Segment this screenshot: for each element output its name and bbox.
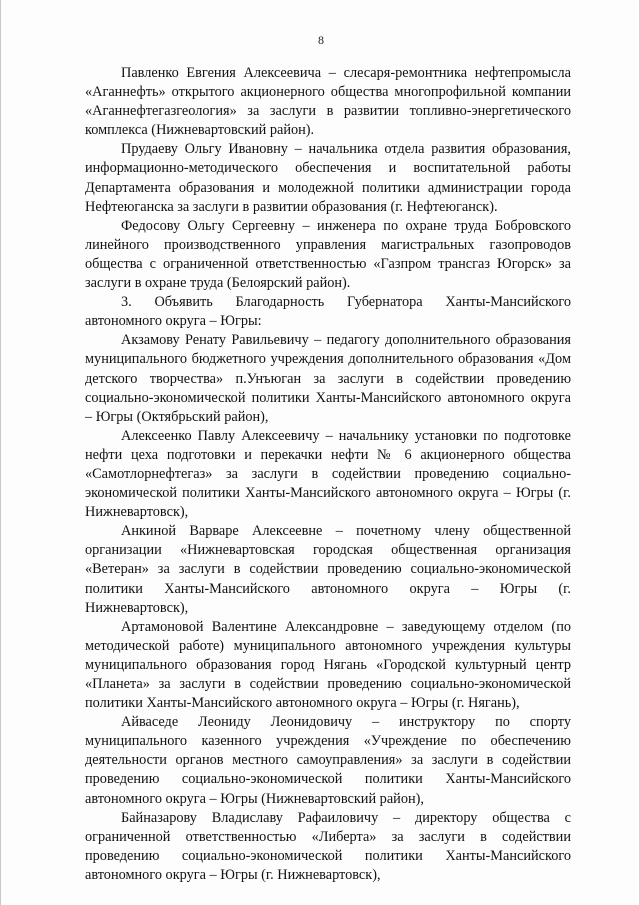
paragraph-prudaeva: Прудаеву Ольгу Ивановну – начальника отдела развития образования, информационно-методического обеспечения и воспитательной работы Департамента образования и молодежной политики администрации города Нефтеюганска за заслуги в развитии образования (г. Нефтеюганск). [85,141,571,215]
paragraph-fedosova: Федосову Ольгу Сергеевну – инженера по охране труда Бобровского линейного производственного управления магистральных газопроводов общества с ограниченной ответственностью «Газпром трансгаз Югорск» за заслуги в охране труда (Белоярский район). [85,217,571,292]
paragraph-alekseenko: Алексеенко Павлу Алексеевичу – начальнику установки по подготовке нефти цеха подготовки и перекачки нефти № 6 акционерного общества «Самотлорнефтегаз» за заслуги в содействии проведению социально-экономической политики Ханты-Мансийского автономного округа – Югры (г. Нижневартовск), [85,427,571,521]
paragraph-aivaseda: Айваседе Леониду Леонидовичу – инструктору по спорту муниципального казенного учреждения «Учреждение по обеспечению деятельности органов местного самоуправления» за заслуги в содействии проведению социально-экономической политики Ханты-Мансийского автономного округа – Югры (Нижневартовский район), [85,714,571,807]
document-body [85,64,571,885]
paragraph-ankina: Анкиной Варваре Алексеевне – почетному члену общественной организации «Нижневартовская городская общественная организация «Ветеран» за заслуги в содействии проведению социально-экономической политики Ханты-Мансийского автономного округа – Югры (г. Нижневартовск), [85,523,571,616]
page-number: 8 [318,33,324,47]
section-3-heading: 3. Объявить Благодарность Губернатора Ханты-Мансийского автономного округа – Югры: [85,294,571,330]
paragraph-bainazarov: Байназарову Владиславу Рафаиловичу – директору общества с ограниченной ответственностью «Либерта» за заслуги в содействии проведению социально-экономической политики Ханты-Мансийского автономного округа – Югры (г. Нижневартовск), [85,809,571,883]
paragraph-pavlenko: Павленко Евгения Алексеевича – слесаря-ремонтника нефтепромысла «Аганнефть» открытого акционерного общества многопрофильной компании «Аганнефтегазгеология» за заслуги в развитии топливно-энергетического комплекса (Нижневартовский район). [85,65,571,139]
paragraph-artamonova: Артамоновой Валентине Александровне – заведующему отделом (по методической работе) муниципального автономного учреждения культуры муниципального образования город Нягань «Городской культурный центр «Планета» за заслуги в содействии проведению социально-экономической политики Ханты-Мансийского автономного округа – Югры (г. Нягань), [85,618,571,712]
paragraph-akzamov: Акзамову Ренату Равильевичу – педагогу дополнительного образования муниципального бюджетного учреждения дополнительного образования «Дом детского творчества» п.Унъюган за заслуги в содействии проведению социально-экономической политики Ханты-Мансийского автономного округа – Югры (Октябрьский район), [85,332,571,425]
